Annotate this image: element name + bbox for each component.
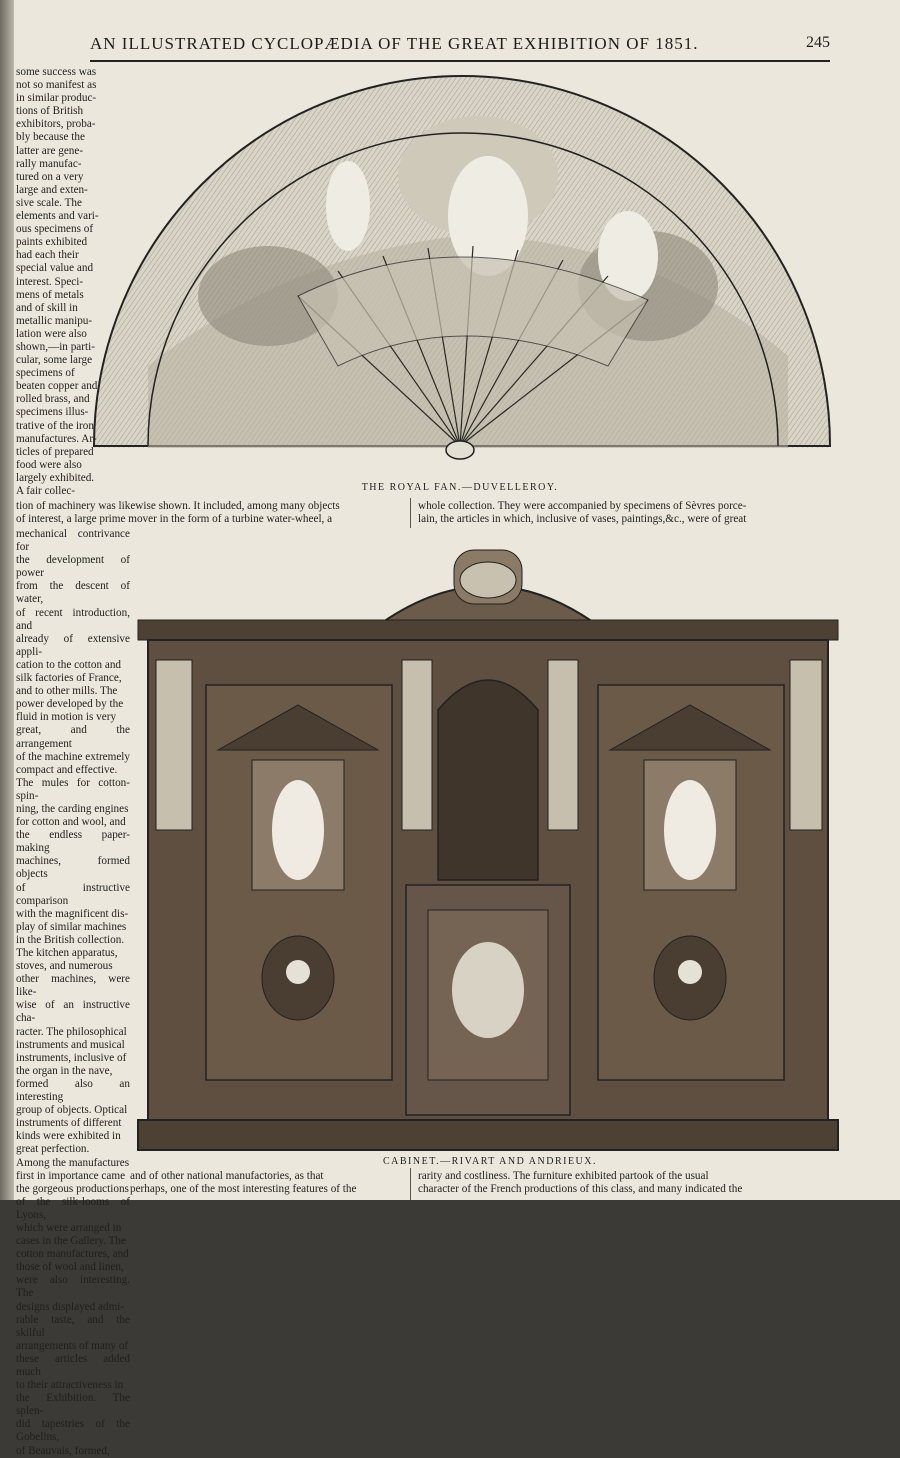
- bottom-row-right-paragraph: rarity and costliness. The furniture exhibited partook of the usual character of the French productions of this class, and many indicated the: [418, 1170, 743, 1196]
- cabinet-engraving: [138, 540, 838, 1152]
- column-rule-top: [410, 498, 411, 528]
- side-column-text: [16, 528, 130, 1457]
- mid-row-left-text: [16, 500, 406, 526]
- bottom-row-left-text: [130, 1170, 410, 1196]
- bottom-row-left-paragraph: and of other national manufactories, as that perhaps, one of the most interesting features of the: [130, 1170, 357, 1196]
- page-number: 245: [806, 34, 830, 51]
- bottom-row-right-text: [418, 1170, 836, 1196]
- book-spine-shadow: [0, 0, 14, 1200]
- left-column-paragraph: some success was not so manifest as in similar produc- tions of British exhibitors, proba- bly because the latter are gene- rally manufac- tured on a very large and exten- sive scale. The elements and vari- ous specimens of paints exhibited had each their special value and interest. Speci- mens of metals and of skill in metallic manipu- lation were also shown,—in parti- cular, some large specimens of beaten copper and rolled brass, and specimens illus- trative of the iron manufactures. Ar- ticles of prepared food were also largely exhibited. A fair collec-: [16, 66, 99, 497]
- running-title: AN ILLUSTRATED CYCLOPÆDIA OF THE GREAT EXHIBITION OF 1851.: [90, 34, 699, 53]
- side-column-paragraph: mechanical contrivance for the development of power from the descent of water, of recent introduction, and already of extensive appli- cation to the cotton and silk factories of France, and to other mills. The power developed by the fluid in motion is very great, and the arrangement of the machine extremely compact and effective. The mules for cotton-spin- ning, the carding engines for cotton and wool, and the endless paper-making machines, formed objects of instructive comparison with the magnificent dis- play of similar machines in the British collection. The kitchen apparatus, stoves, and numerous other machines, were like- wise of an instructive cha- racter. The philosophical instruments and musical instruments, inclusive of the organ in the nave, formed also an interesting group of objects. Optical instruments of different kinds were exhibited in great perfection. Among the manufactures first in importance came the gorgeous productions of the silk-looms of Lyons, which were arranged in cases in the Gallery. The cotton manufactures, and those of wool and linen, were also interesting. The designs displayed admi- rable taste, and the skilful arrangements of many of these articles added much to their attractiveness in the Exhibition. The splen- did tapestries of the Gobelins, of Beauvais, formed,: [16, 528, 130, 1457]
- cabinet-caption: CABINET.—RIVART AND ANDRIEUX.: [382, 1156, 598, 1167]
- mid-row-right-paragraph: whole collection. They were accompanied by specimens of Sèvres porce- lain, the articles in which, inclusive of vases, paintings,&c., were of great: [418, 500, 747, 526]
- fan-caption: THE ROYAL FAN.—DUVELLEROY.: [361, 482, 559, 493]
- mid-row-left-paragraph: tion of machinery was likewise shown. It included, among many objects of interest, a large prime mover in the form of a turbine water-wheel, a: [16, 500, 340, 526]
- column-rule-bottom: [410, 1168, 411, 1200]
- royal-fan-engraving: [88, 66, 840, 476]
- running-header: [90, 34, 830, 62]
- mid-row-right-text: [418, 500, 848, 526]
